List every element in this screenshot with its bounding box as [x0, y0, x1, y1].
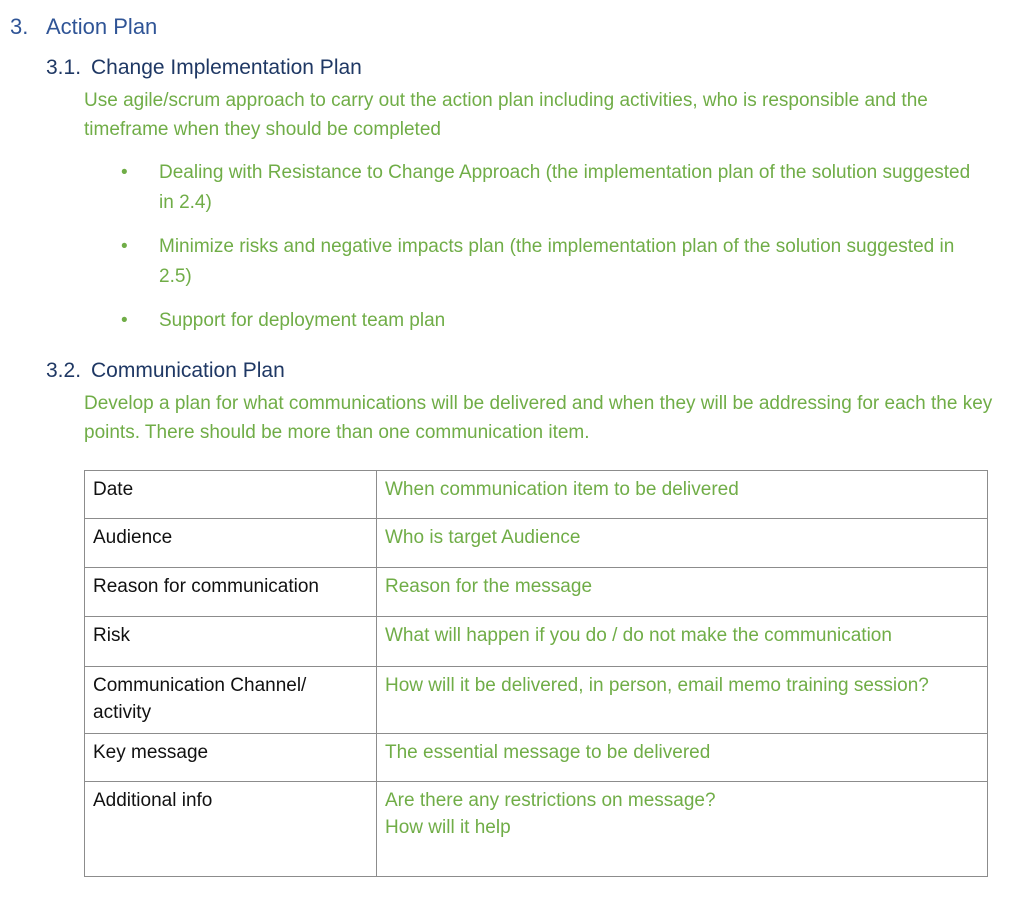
row-value: What will happen if you do / do not make the communication [377, 617, 988, 667]
change-implementation-description: Use agile/scrum approach to carry out the action plan including activities, who is responsible and the timeframe when they should be completed [84, 90, 928, 140]
section-heading [10, 14, 157, 40]
row-label: Communication Channel/ activity [85, 667, 377, 734]
subsection-title: Change Implementation Plan [91, 56, 362, 79]
table-row [85, 617, 988, 667]
row-label: Key message [85, 734, 377, 782]
bullet-icon: • [121, 162, 128, 183]
subsection-title: Communication Plan [91, 359, 285, 382]
subsection-heading-communication [46, 359, 285, 383]
subsection-heading-change-implementation [46, 56, 362, 80]
bullet-item [84, 306, 984, 336]
bullet-text: Dealing with Resistance to Change Approach (the implementation plan of the solution suggested in 2.4) [159, 162, 971, 213]
row-label: Audience [85, 519, 377, 568]
row-value: How will it be delivered, in person, email memo training session? [377, 667, 988, 734]
bullet-item [84, 158, 984, 218]
row-value: When communication item to be delivered [377, 471, 988, 519]
communication-plan-table [84, 470, 988, 877]
communication-plan-description: Develop a plan for what communications will be delivered and when they will be addressing for each the key points. There should be more than one communication item. [84, 393, 993, 443]
row-value-line: Are there any restrictions on message? [385, 790, 716, 811]
row-label: Additional info [85, 782, 377, 877]
table-row [85, 734, 988, 782]
section-number: 3. [10, 14, 29, 39]
row-value: Reason for the message [377, 568, 988, 617]
subsection-number: 3.2. [46, 359, 82, 382]
bullet-icon: • [121, 236, 128, 257]
bullet-text: Support for deployment team plan [159, 310, 446, 331]
bullet-icon: • [121, 310, 128, 331]
table-row [85, 471, 988, 519]
bullet-item [84, 232, 984, 292]
section-title: Action Plan [46, 14, 158, 39]
bullet-text: Minimize risks and negative impacts plan (the implementation plan of the solution suggested in 2.5) [159, 236, 955, 287]
row-value [377, 782, 988, 877]
row-label: Reason for communication [85, 568, 377, 617]
subsection-number: 3.1. [46, 56, 82, 79]
table-row [85, 568, 988, 617]
table-row [85, 519, 988, 568]
row-label: Date [85, 471, 377, 519]
row-label: Risk [85, 617, 377, 667]
table-row [85, 667, 988, 734]
plan-bullet-list [84, 158, 984, 336]
table-row [85, 782, 988, 877]
row-value-line: How will it help [385, 817, 511, 838]
row-value: The essential message to be delivered [377, 734, 988, 782]
row-value: Who is target Audience [377, 519, 988, 568]
